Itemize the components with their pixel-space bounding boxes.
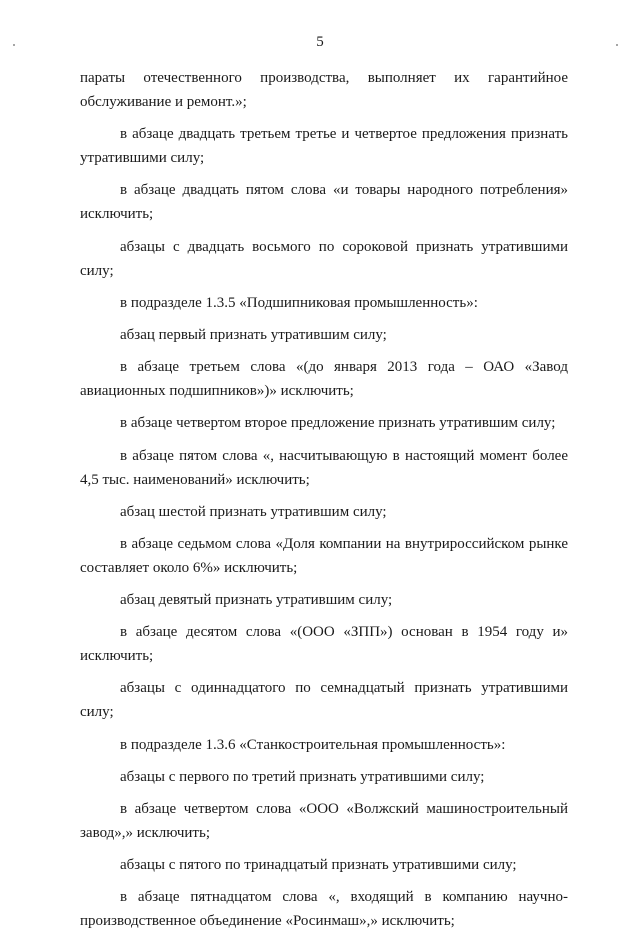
paragraph-continuation: параты отечественного производства, выполняет их гарантийное обслуживание и ремонт.»; [80,70,568,110]
paragraph: в абзаце пятнадцатом слова «, входящий в компанию научно-производственное объединение «Росинмаш»,» исключить; [80,889,568,930]
section-heading-1-3-5: в подразделе 1.3.5 «Подшипниковая промышленность»: [120,294,478,311]
paragraph: абзацы с одиннадцатого по семнадцатый признать утратившими силу; [80,680,568,721]
paragraph: абзац первый признать утратившим силу; [120,326,387,343]
paragraph: абзац девятый признать утратившим силу; [120,592,393,609]
section-heading-1-3-6: в подразделе 1.3.6 «Станкостроительная промышленность»: [120,736,506,753]
paragraph: в абзаце двадцать пятом слова «и товары народного потребления» исключить; [80,182,568,223]
paragraph: в абзаце четвертом второе предложение признать утратившим силу; [120,415,556,432]
paragraph: в абзаце седьмом слова «Доля компании на внутрироссийском рынке составляет около 6%» исключить; [80,535,568,576]
paragraph: абзац шестой признать утратившим силу; [120,503,387,520]
paragraph: абзацы с двадцать восьмого по сороковой признать утратившими силу; [80,238,568,279]
paragraph: в абзаце двадцать третьем третье и четвертое предложения признать утратившими силу; [80,126,568,167]
paragraph: в абзаце десятом слова «(ООО «ЗПП») основан в 1954 году и» исключить; [80,624,568,665]
paragraph: в абзаце четвертом слова «ООО «Волжский машиностроительный завод»,» исключить; [80,801,568,841]
paragraph: в абзаце пятом слова «, насчитывающую в настоящий момент более 4,5 тыс. наименований» исключить; [80,447,568,488]
document-body [80,66,568,942]
page-number: 5 [316,34,324,50]
paragraph: абзацы с первого по третий признать утратившими силу; [120,768,485,785]
paragraph: в абзаце третьем слова «(до января 2013 года – ОАО «Завод авиационных подшипников»)» исключить; [80,359,568,400]
paragraph: абзацы с пятого по тринадцатый признать утратившими силу; [120,857,517,874]
